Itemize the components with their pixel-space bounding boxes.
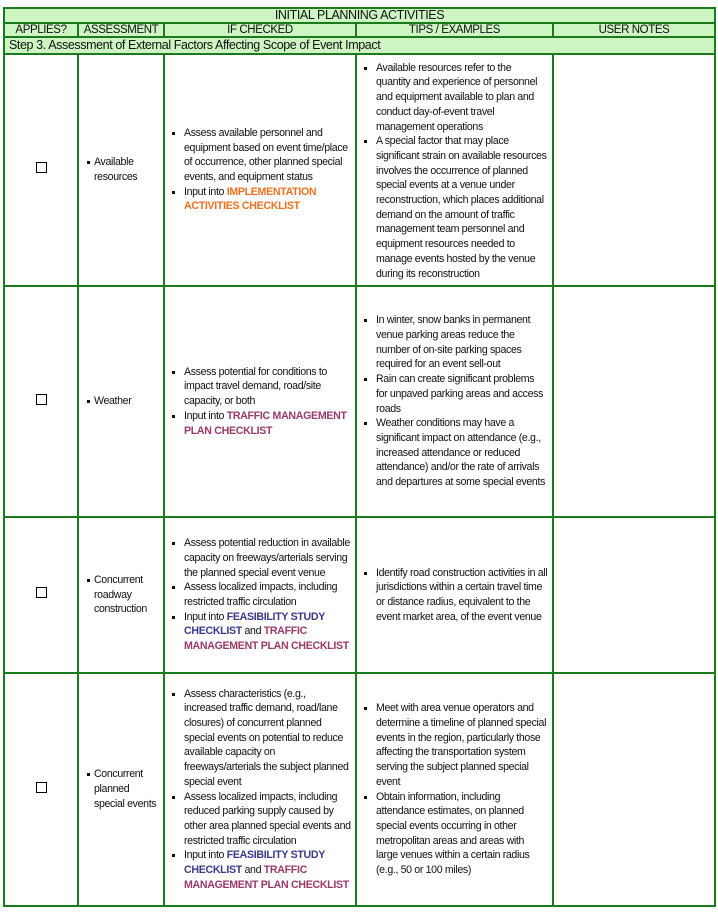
if-checked-item: Assess characteristics (e.g., increased traffic demand, road/lane closures) of concurrent planned special events on potential to reduce available capacity on freeways/arterials the subject planned special event [165,687,351,790]
column-header-user-notes: USER NOTES [553,23,715,37]
applies-cell [4,286,78,517]
applies-checkbox[interactable] [36,394,47,405]
traffic-management-plan-checklist-link[interactable]: TRAFFIC MANAGEMENT PLAN CHECKLIST [184,864,349,891]
user-notes-cell[interactable] [553,673,715,906]
input-joiner: and [241,864,264,877]
assessment-item: Available resources [85,155,159,184]
assessment-item: Concurrent planned special events [85,767,159,811]
input-into-item [165,848,351,892]
input-joiner: and [241,625,264,638]
applies-cell [4,673,78,906]
assessment-item: Weather [85,394,159,409]
tips-cell [356,286,553,517]
applies-cell [4,517,78,673]
table-title: INITIAL PLANNING ACTIVITIES [4,8,715,23]
tip-item: Rain can create significant problems for unpaved parking areas and access roads [357,372,548,416]
user-notes-cell[interactable] [553,286,715,517]
implementation-checklist-link[interactable]: IMPLEMENTATION ACTIVITIES CHECKLIST [184,185,317,213]
table-row [4,54,715,286]
traffic-management-plan-checklist-link[interactable]: TRAFFIC MANAGEMENT PLAN CHECKLIST [184,409,347,437]
if-checked-item: Assess potential for conditions to impact travel demand, road/site capacity, or both [165,365,351,409]
feasibility-study-checklist-link[interactable]: FEASIBILITY STUDY CHECKLIST [184,610,325,638]
tip-item: Available resources refer to the quantity and experience of personnel and equipment available to plan and conduct day-of-event travel management operations [357,61,548,135]
applies-checkbox[interactable] [36,782,47,793]
planning-checklist-table [3,7,714,907]
tips-cell [356,517,553,673]
assessment-cell [78,517,164,673]
input-prefix: Input into [184,849,227,862]
assessment-cell [78,673,164,906]
feasibility-study-checklist-link[interactable]: FEASIBILITY STUDY CHECKLIST [184,849,325,877]
input-into-item [165,185,351,214]
if-checked-item: Assess available personnel and equipment based on event time/place of occurrence, other planned special events, and equipment status [165,126,351,185]
tip-item: Weather conditions may have a significant impact on attendance (e.g., increased attendance or reduced attendance) and/or the rate of arrivals and departures at some special events [357,416,548,490]
column-header-applies: APPLIES? [4,23,78,37]
applies-checkbox[interactable] [36,162,47,173]
if-checked-cell [164,517,356,673]
assessment-cell [78,286,164,517]
table-row [4,517,715,673]
step-heading: Step 3. Assessment of External Factors Affecting Scope of Event Impact [4,37,715,54]
if-checked-cell [164,54,356,286]
if-checked-item: Assess potential reduction in available capacity on freeways/arterials serving the planned special event venue [165,536,351,580]
input-into-item [165,610,351,654]
column-header-assessment: ASSESSMENT [78,23,164,37]
tip-item: In winter, snow banks in permanent venue parking areas reduce the number of on-site parking spaces required for an event sell-out [357,313,548,372]
tip-item: Identify road construction activities in all jurisdictions within a certain travel time or distance radius, equivalent to the event market area, of the event venue [357,566,548,625]
assessment-item: Concurrent roadway construction [85,573,159,617]
tips-cell [356,673,553,906]
tip-item: A special factor that may place significant strain on available resources involves the occurrence of planned special events at a venue under reconstruction, which places additional demand on the amount of traffic management team personnel and equipment resources needed to manage events hosted by the venue during its reconstruction [357,134,548,281]
input-prefix: Input into [184,610,227,623]
if-checked-cell [164,673,356,906]
if-checked-cell [164,286,356,517]
input-prefix: Input into [184,185,227,198]
if-checked-item: Assess localized impacts, including reduced parking supply caused by other area planned special events and restricted traffic circulation [165,790,351,849]
traffic-management-plan-checklist-link[interactable]: TRAFFIC MANAGEMENT PLAN CHECKLIST [184,625,349,653]
applies-cell [4,54,78,286]
applies-checkbox[interactable] [36,587,47,598]
column-header-tips: TIPS / EXAMPLES [356,23,553,37]
tips-cell [356,54,553,286]
if-checked-item: Assess localized impacts, including restricted traffic circulation [165,580,351,609]
table-row [4,673,715,906]
tip-item: Obtain information, including attendance estimates, on planned special events occurring in other metropolitan areas and areas with large venues within a certain radius (e.g., 50 or 100 miles) [357,790,548,878]
table-row [4,286,715,517]
user-notes-cell[interactable] [553,54,715,286]
tip-item: Meet with area venue operators and determine a timeline of planned special events in the region, particularly those affecting the transportation system serving the subject planned special event [357,701,548,789]
input-prefix: Input into [184,409,227,422]
input-into-item [165,409,351,438]
column-header-if-checked: IF CHECKED [164,23,356,37]
user-notes-cell[interactable] [553,517,715,673]
assessment-cell [78,54,164,286]
